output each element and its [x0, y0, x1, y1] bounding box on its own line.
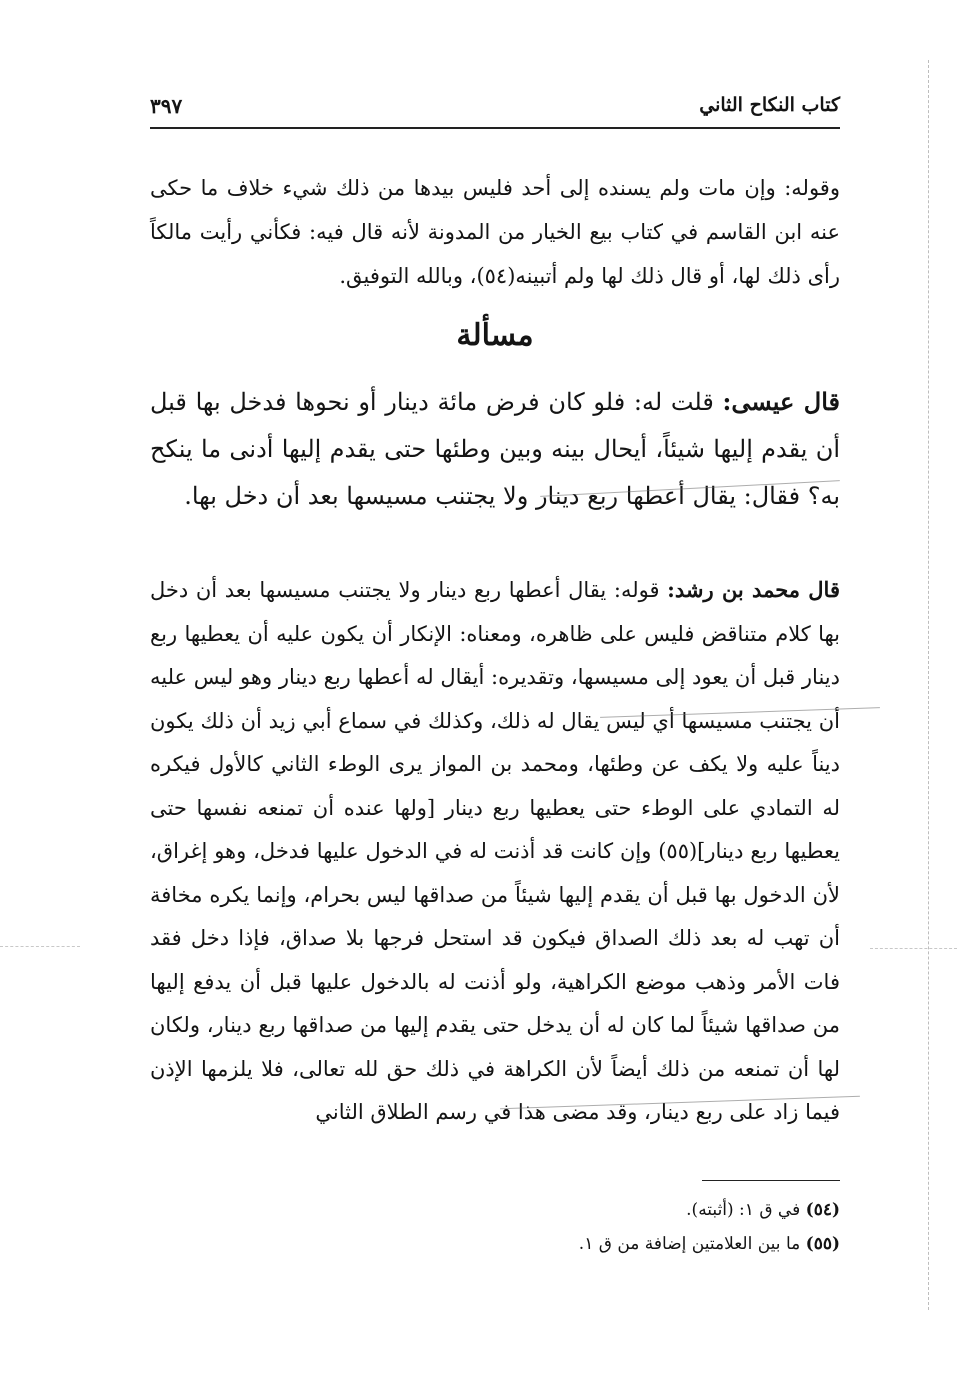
scan-artifact-right-margin: [928, 60, 929, 1310]
section-heading: مسألة: [456, 318, 534, 353]
intro-paragraph: وقوله: وإن مات ولم يسنده إلى أحد فليس بيدها من ذلك شيء خلاف ما حكى عنه ابن القاسم في كتاب بيع الخيار من المدونة لأنه قال فيه: فكأني رأيت مالكاً رأى ذلك لها، أو قال ذلك لها ولم أتبينه(٥٤)، وبالله التوفيق.: [150, 176, 840, 288]
header-rule: [150, 127, 840, 129]
footnote-54: [150, 1193, 840, 1227]
page-number: ٣٩٧: [150, 94, 183, 118]
footnote-number: (٥٤): [805, 1200, 840, 1220]
scan-artifact-right-mark: [870, 948, 957, 949]
footnote-text: ما بين العلامتين إضافة من ق ١.: [578, 1234, 806, 1254]
question-paragraph: [150, 378, 840, 520]
footnote-number: (٥٥): [805, 1234, 840, 1254]
book-title: كتاب النكاح الثاني: [699, 94, 840, 116]
commentary-text: قوله: يقال أعطها ربع دينار ولا يجتنب مسيسها بعد أن دخل بها كلام متناقض فليس على ظاهره، ومعناه: الإنكار أن يكون عليه أن يعطيها ربع دينار قبل أن يعود إلى مسيسها، وتقديره: أيقال له أعطها ربع دينار وهو ليس عليه أن يجتنب مسيسها أي ليس يقال له ذلك، وكذلك في سماع أبي زيد أن ذلك يكون ديناً عليه ولا يكف عن وطئها، ومحمد بن المواز يرى الوطء الثاني كالأول فيكره له التمادي على الوطء حتى يعطيها ربع دينار [ولها عنده أن تمنعه نفسها حتى يعطيها ربع دينار](٥٥) وإن كانت قد أذنت له في الدخول عليها فدخل، وهو إغراق، لأن الدخول بها قبل أن يقدم إليها شيئاً من صداقها ليس بحرام، وإنما يكره مخافة أن تهب له بعد ذلك الصداق فيكون قد استحل فرجها بلا صداق، فإذا دخل فقد فات الأمر وذهب موضع الكراهية، ولو أذنت له بالدخول عليها قبل أن يدفع إليها من صداقها شيئاً لما كان له أن يدخل حتى يقدم إليها من صداقها ربع دينار، ولكان لها أن تمنعه من ذلك أيضاً لأن الكراهة في ذلك حق لله تعالى، فلا يلزمها الإذن فيما زاد على ربع دينار، وقد مضى هذا في رسم الطلاق الثاني: [150, 578, 840, 1124]
question-text: قلت له: فلو كان فرض مائة دينار أو نحوها فدخل بها قبل أن يقدم إليها شيئاً، أيحال بينه وبين وطئها حتى يقدم إليها أدنى ما ينكح به؟ فقال: يقال أعطها ربع دينار ولا يجتنب مسيسها بعد أن دخل بها.: [150, 388, 840, 510]
footnote-55: [150, 1227, 840, 1261]
footnote-text: في ق ١: (أثبته).: [686, 1200, 806, 1220]
footnote-rule: [702, 1180, 840, 1181]
running-header: [150, 92, 840, 128]
commentary-speaker: قال محمد بن رشد:: [667, 577, 840, 602]
question-speaker: قال عيسى:: [722, 387, 840, 416]
commentary-paragraph: [150, 568, 840, 1135]
footnotes: [150, 1193, 840, 1261]
scan-artifact-left-mark: [0, 946, 80, 947]
